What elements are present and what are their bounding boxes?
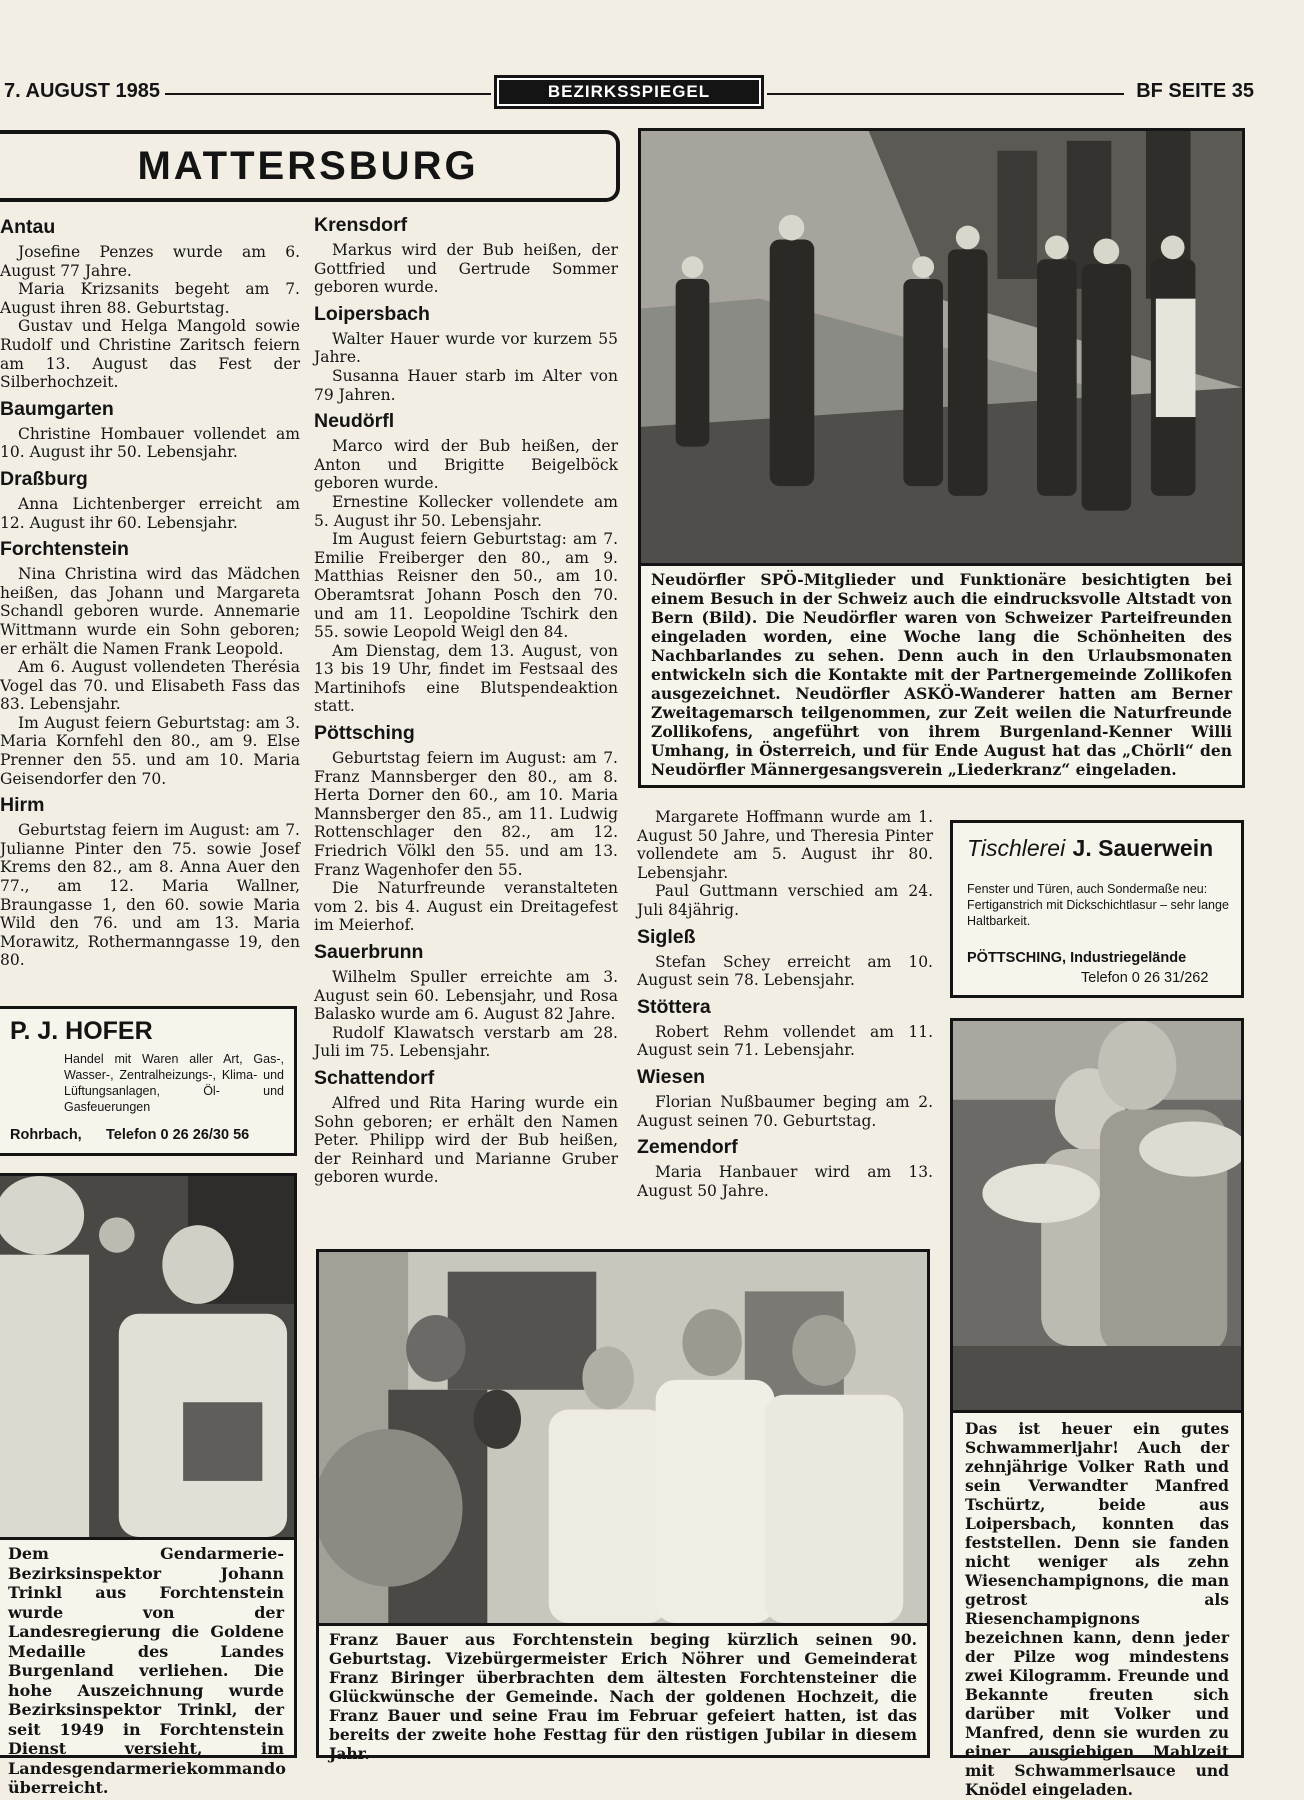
place-heading: Sigleß [637, 925, 696, 948]
place-heading: Neudörfl [314, 410, 395, 433]
bern-photo [638, 128, 1245, 566]
sauerwein-text: Fenster und Türen, auch Sondermaße neu: Fertiganstrich mit Dickschichtlasur – sehr lange Haltbarkeit. [967, 882, 1229, 928]
news-section [314, 410, 618, 716]
news-paragraph: Nina Christina wird das Mädchen heißen, das Johann und Margareta Schandl geboren wurde. Annemarie Wittmann wurde ein Sohn geboren; er erhält die Namen Frank Leopold. [0, 565, 300, 658]
news-section [637, 996, 933, 1060]
hofer-text: Handel mit Waren aller Art, Gas-, Wasser-, Zentralheizungs-, Klima- und Lüftungsanlagen, Öl- und Gasfeuerungen [64, 1052, 284, 1114]
bauer-photo [316, 1249, 930, 1626]
news-paragraph: Maria Krizsanits begeht am 7. August ihren 88. Geburtstag. [0, 280, 300, 317]
column-1 [0, 210, 300, 970]
place-heading: Antau [0, 216, 56, 238]
hofer-name: P. J. HOFER [10, 1017, 153, 1045]
news-section [0, 398, 300, 462]
column-2 [314, 208, 618, 1187]
news-paragraph: Am 6. August vollendeten Therésia Vogel das 70. und Elisabeth Fass das 83. Lebensjahr. [0, 658, 300, 714]
place-heading: Krensdorf [314, 214, 408, 236]
district-title: MATTERSBURG [0, 130, 620, 202]
news-section [637, 1066, 933, 1130]
place-heading: Wiesen [637, 1065, 706, 1088]
issue-date: 7. AUGUST 1985 [4, 80, 160, 102]
news-section [314, 941, 618, 1061]
news-section [637, 808, 933, 920]
place-heading: Schattendorf [314, 1066, 435, 1089]
sauerwein-name-italic: Tischlerei [967, 835, 1066, 861]
place-heading: Pöttsching [314, 722, 415, 745]
news-paragraph: Wilhelm Spuller erreichte am 3. August sein 60. Lebensjahr, und Rosa Balasko wurde am 6. August 82 Jahre. [314, 968, 618, 1024]
news-paragraph: Marco wird der Bub heißen, der Anton und Brigitte Beigelböck geboren wurde. [314, 437, 618, 493]
news-section [637, 1136, 933, 1200]
news-section [314, 214, 618, 297]
hofer-place: Rohrbach, [10, 1127, 82, 1143]
news-section [314, 722, 618, 935]
news-paragraph: Stefan Schey erreicht am 10. August sein 78. Lebensjahr. [637, 952, 933, 990]
news-paragraph: Rudolf Klawatsch verstarb am 28. Juli im 75. Lebensjahr. [314, 1023, 618, 1061]
bern-caption: Neudörfler SPÖ-Mitglieder und Funktionäre besichtigten bei einem Besuch in der Schweiz auch die eindrucksvolle Altstadt von Bern (Bild). Die Neudörfler waren von Schweizer Parteifreunden eingeladen worden, eine Woche lang die Schönheiten des Nachbarlandes zu sehen. Denn auch in den Urlaubsmonaten entwickeln sich die Kontakte mit der Partnergemeinde Zollikofen ausgezeichnet. Neudörfler ASKÖ-Wanderer hatten am Berner Zweitagemarsch teilgenommen, zur Zeit weilen die Naturfreunde Zollikofens, angeführt von ihrem Burgenland-Kenner Willi Umhang, in Österreich, und für Ende August hat das „Chörli“ den Neudörfler Männergesangsverein „Liederkranz“ eingeladen. [638, 566, 1245, 788]
mushroom-caption: Das ist heuer ein gutes Schwammerljahr! Auch der zehnjährige Volker Rath und sein Verwandter Manfred Tschürtz, beide aus Loipersbach, konnten das feststellen. Denn sie fanden nicht weniger als zehn Wiesenchampignons, die man getrost als Riesenchampignons bezeichnen kann, denn jeder der Pilze wog mindestens zwei Kilogramm. Freunde und Bekannte freuten sich darüber mit Volker und Manfred, denn sie wurden zu einer ausgiebigen Mahlzeit mit Schwammerlsauce und Knödel eingeladen. [950, 1413, 1244, 1758]
place-heading: Stöttera [637, 995, 711, 1018]
news-paragraph: Am Dienstag, dem 13. August, von 13 bis 19 Uhr, findet im Festsaal des Martinihofs eine Blutspendeaktion statt. [314, 641, 618, 716]
news-section [0, 468, 300, 532]
place-heading: Loipersbach [314, 302, 430, 325]
news-paragraph: Ernestine Kollecker vollendete am 5. August ihr 50. Lebensjahr. [314, 492, 618, 530]
news-paragraph: Paul Guttmann verschied am 24. Juli 84jährig. [637, 882, 933, 919]
news-paragraph: Susanna Hauer starb im Alter von 79 Jahren. [314, 366, 618, 404]
news-paragraph: Alfred und Rita Haring wurde ein Sohn geboren; er erhält den Namen Peter. Philipp wird der Bub heißen, der Reinhard und Marianne Gruber geboren wurde. [314, 1093, 618, 1187]
column-3 [637, 808, 933, 1200]
place-heading: Hirm [0, 794, 45, 817]
sauerwein-name-bold: J. Sauerwein [1072, 835, 1214, 861]
place-heading: Zemendorf [637, 1136, 738, 1159]
news-section [314, 303, 618, 404]
page-number: BF SEITE 35 [1136, 80, 1254, 102]
news-paragraph: Margarete Hoffmann wurde am 1. August 50 Jahre, und Theresia Pinter vollendete am 5. August ihr 80. Lebensjahr. [637, 808, 933, 882]
bauer-caption: Franz Bauer aus Forchtenstein beging kürzlich seinen 90. Geburtstag. Vizebürgermeister Erich Nöhrer und Gemeinderat Franz Biringer überbrachten dem ältesten Forchtensteiner die Glückwünsche der Gemeinde. Nach der goldenen Hochzeit, die Franz Bauer und seine Frau im Februar gefeiert hatten, ist das bereits der zweite hohe Festtag für den rüstigen Jubilar in diesem Jahr. [316, 1626, 930, 1758]
news-section [0, 794, 300, 970]
news-paragraph: Markus wird der Bub heißen, der Gottfried und Gertrude Sommer geboren wurde. [314, 241, 618, 297]
news-paragraph: Florian Nußbaumer beging am 2. August seinen 70. Geburtstag. [637, 1092, 933, 1130]
news-paragraph: Gustav und Helga Mangold sowie Rudolf und Christine Zaritsch feiern am 13. August das Fest der Silberhochzeit. [0, 317, 300, 392]
sauerwein-place: PÖTTSCHING, Industriegelände [967, 950, 1187, 966]
news-paragraph: Im August feiern Geburtstag: am 3. Maria Kornfehl den 80., am 9. Else Prenner den 55. und am 10. Maria Geisendorfer den 70. [0, 713, 300, 788]
news-section [0, 216, 300, 392]
header-rule-left [165, 93, 491, 95]
news-paragraph: Walter Hauer wurde vor kurzem 55 Jahre. [314, 329, 618, 367]
section-banner [494, 75, 764, 109]
news-paragraph: Geburtstag feiern im August: am 7. Franz Mannsberger den 80., am 8. Herta Dorner den 60., am 10. Maria Mannsberger den 85., am 11. Ludwig Rottenschlager den 82., am 12. Friedrich Völkl den 55. und am 13. Franz Wagenhofer den 55. [314, 749, 618, 879]
medal-caption: Dem Gendarmerie-Bezirksinspektor Johann Trinkl aus Forchtenstein wurde von der Landesregierung die Goldene Medaille des Landes Burgenland verliehen. Die hohe Auszeichnung wurde Bezirksinspektor Trinkl, der seit 1949 in Forchtenstein Dienst versieht, im Landesgendarmeriekommando überreicht. [0, 1540, 297, 1758]
news-paragraph: Maria Hanbauer wird am 13. August 50 Jahre. [637, 1163, 933, 1200]
news-section [314, 1067, 618, 1187]
place-heading: Baumgarten [0, 397, 114, 420]
news-section [637, 926, 933, 990]
mushroom-photo [950, 1018, 1244, 1413]
news-paragraph: Geburtstag feiern im August: am 7. Julianne Pinter den 75. sowie Josef Krems den 82., am 8. Anna Auer den 77., am 12. Maria Wallner, Braungasse 1, den 60. sowie Maria Wild den 76. und am 13. Maria Morawitz, Rothermanngasse 19, den 80. [0, 821, 300, 970]
place-heading: Sauerbrunn [314, 941, 424, 963]
section-label: BEZIRKSSPIEGEL [499, 80, 759, 104]
header-rule-right [767, 93, 1124, 95]
hofer-phone: Telefon 0 26 26/30 56 [106, 1127, 250, 1143]
news-paragraph: Im August feiern Geburtstag: am 7. Emilie Freiberger den 80., am 9. Matthias Reisner den 50., am 10. Oberamtsrat Johann Posch den 70. und am 11. Leopoldine Tschirk den 55. sowie Leopold Weigl den 84. [314, 530, 618, 642]
medal-photo [0, 1173, 297, 1540]
place-heading: Draßburg [0, 467, 88, 490]
news-section [0, 538, 300, 788]
place-heading: Forchtenstein [0, 538, 129, 561]
sauerwein-name [967, 835, 1213, 862]
news-paragraph: Christine Hombauer vollendet am 10. August ihr 50. Lebensjahr. [0, 424, 300, 462]
news-paragraph: Die Naturfreunde veranstalteten vom 2. bis 4. August ein Dreitagefest im Meierhof. [314, 879, 618, 935]
hofer-ad [0, 1006, 297, 1156]
news-paragraph: Anna Lichtenberger erreicht am 12. August ihr 60. Lebensjahr. [0, 494, 300, 532]
sauerwein-phone: Telefon 0 26 31/262 [1081, 970, 1209, 986]
news-paragraph: Robert Rehm vollendet am 11. August sein 71. Lebensjahr. [637, 1022, 933, 1060]
sauerwein-ad [950, 820, 1244, 998]
news-paragraph: Josefine Penzes wurde am 6. August 77 Jahre. [0, 243, 300, 280]
